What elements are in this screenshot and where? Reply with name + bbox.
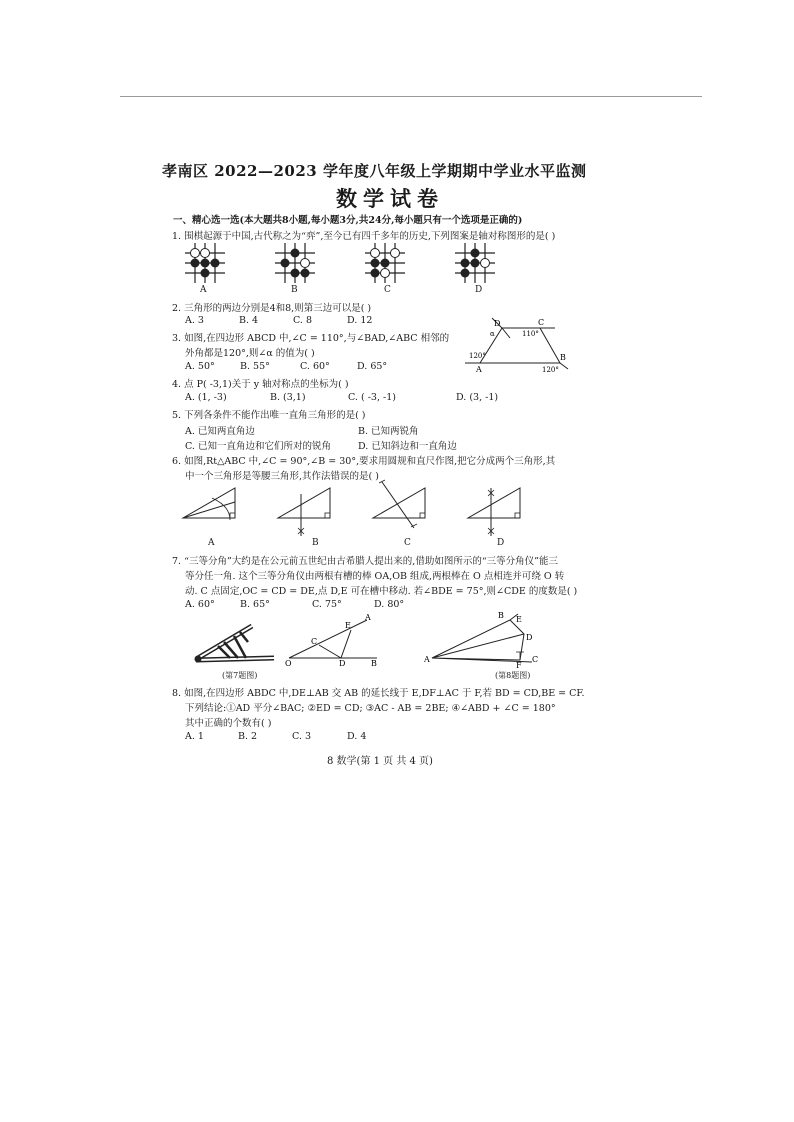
fig8-caption: (第8题图) <box>495 671 531 680</box>
q3-point-a: A <box>476 365 482 374</box>
q6-label-c: C <box>404 538 411 548</box>
fig7-point-a: A <box>365 613 371 622</box>
scan-top-line <box>120 96 702 97</box>
q6-label-d: D <box>497 538 505 548</box>
q3-point-c: C <box>538 318 545 327</box>
q4-option-c: C. ( -3, -1) <box>348 392 396 403</box>
q3-angle-c: 110° <box>522 330 539 338</box>
q6-label-b: B <box>312 538 319 548</box>
fig7-point-c: C <box>311 637 318 646</box>
question-6-stem-line1: 6. 如图,Rt△ABC 中,∠C = 90°,∠B = 30°,要求用圆规和直尺作图,把它分成两个三角形,其 <box>172 456 556 467</box>
fig8-point-b: B <box>498 611 504 620</box>
fig7-point-o: O <box>285 659 292 668</box>
fig8-point-d: D <box>526 633 533 642</box>
question-1-stem: 1. 围棋起源于中国,古代称之为“弈”,至今已有四千多年的历史,下列图案是轴对称图形的是( ) <box>172 231 556 242</box>
subject-title: 数学试卷 <box>336 186 444 211</box>
go-board-d-icon <box>455 243 495 283</box>
q1-go-figures <box>180 238 510 282</box>
fig8-point-f: F <box>516 661 522 670</box>
section-title: 一、精心选一选 <box>173 215 240 226</box>
section-note: (本大题共8小题,每小题3分,共24分,每小题只有一个选项是正确的) <box>239 215 523 226</box>
q3-alpha: α <box>490 330 495 338</box>
question-7-stem-line1: 7. “三等分角”大约是在公元前五世纪由古希腊人提出来的,借助如图所示的“三等分角仪”能三 <box>172 556 559 567</box>
q3-quadrilateral-figure <box>460 316 570 376</box>
fig7-point-b: B <box>371 659 377 668</box>
q2-option-c: C. 8 <box>293 315 313 326</box>
go-board-c-icon <box>365 243 405 283</box>
fig7-caption: (第7题图) <box>222 671 258 680</box>
q8-option-a: A. 1 <box>185 731 204 742</box>
q3-option-d: D. 65° <box>357 361 388 372</box>
fig7-point-d: D <box>339 659 346 668</box>
q7-option-a: A. 60° <box>185 599 215 610</box>
q5-option-c: C. 已知一直角边和它们所对的锐角 <box>185 441 331 452</box>
q3-angle-a: 120° <box>469 352 486 360</box>
q3-option-a: A. 50° <box>185 361 215 372</box>
question-4-stem: 4. 点 P( -3,1)关于 y 轴对称点的坐标为( ) <box>172 379 349 390</box>
q3-option-c: C. 60° <box>300 361 330 372</box>
page-footer: 8 数学(第 1 页 共 4 页) <box>327 756 433 767</box>
q7-option-b: B. 65° <box>240 599 270 610</box>
q5-option-b: B. 已知两锐角 <box>358 426 419 437</box>
question-7-stem-line3: 动. C 点固定,OC = CD = DE,点 D,E 可在槽中移动. 若∠BDE = 75°,则∠CDE 的度数是( ) <box>185 586 578 597</box>
q4-option-a: A. (1, -3) <box>185 392 227 403</box>
q1-label-a: A <box>200 285 207 295</box>
go-board-a-icon <box>185 243 225 283</box>
q6-triangle-c-icon <box>373 480 425 528</box>
q4-option-d: D. (3, -1) <box>456 392 499 403</box>
q1-label-c: C <box>384 285 391 295</box>
fig7-point-e: E <box>345 621 351 630</box>
question-3-stem-line2: 外角都是120°,则∠α 的值为( ) <box>185 348 315 359</box>
question-8-stem-line2: 下列结论:①AD 平分∠BAC; ②ED = CD; ③AC - AB = 2BE; ④∠ABD + ∠C = 180° <box>185 703 556 714</box>
q2-option-a: A. 3 <box>185 315 204 326</box>
q8-option-c: C. 3 <box>292 731 312 742</box>
q6-triangle-a-icon <box>183 488 235 520</box>
q3-angle-b: 120° <box>542 366 559 374</box>
q1-label-b: B <box>291 285 298 295</box>
q1-label-d: D <box>475 285 483 295</box>
fig8-point-c: C <box>532 655 539 664</box>
q7-option-c: C. 75° <box>312 599 342 610</box>
question-3-stem-line1: 3. 如图,在四边形 ABCD 中,∠C = 110°,与∠BAD,∠ABC 相邻的 <box>172 333 450 344</box>
fig8-point-a: A <box>424 655 430 664</box>
q6-triangle-b-icon <box>278 488 330 536</box>
go-board-b-icon <box>275 243 315 283</box>
q3-point-b: B <box>560 353 566 362</box>
section-heading <box>173 212 522 226</box>
q5-option-d: D. 已知斜边和一直角边 <box>358 441 457 452</box>
q6-triangle-figures <box>180 480 530 538</box>
question-6-stem-line2: 中一个三角形是等腰三角形,其作法错误的是( ) <box>185 471 379 482</box>
q2-option-b: B. 4 <box>239 315 259 326</box>
q7-option-d: D. 80° <box>374 599 405 610</box>
fig8-point-e: E <box>516 615 522 624</box>
question-2-stem: 2. 三角形的两边分别是4和8,则第三边可以是( ) <box>172 303 372 314</box>
question-5-stem: 5. 下列各条件不能作出唯一直角三角形的是( ) <box>172 410 366 421</box>
fig7-geometry <box>285 614 385 666</box>
q5-option-a: A. 已知两直角边 <box>185 426 255 437</box>
exam-title-line: 孝南区 2022—2023 学年度八年级上学期期中学业水平监测 <box>162 162 587 180</box>
q6-triangle-d-icon <box>468 488 520 536</box>
trisector-device-illustration <box>190 612 280 668</box>
q6-label-a: A <box>208 538 215 548</box>
question-7-stem-line2: 等分任一角. 这个三等分角仪由两根有槽的棒 OA,OB 组成,两根棒在 O 点相连并可绕 O 转 <box>185 571 565 582</box>
fig8-geometry <box>424 612 554 670</box>
question-8-stem-line3: 其中正确的个数有( ) <box>185 718 272 729</box>
question-8-stem-line1: 8. 如图,在四边形 ABDC 中,DE⊥AB 交 AB 的延长线于 E,DF⊥AC 于 F,若 BD = CD,BE = CF. <box>172 688 585 699</box>
q4-option-b: B. (3,1) <box>270 392 306 403</box>
q3-option-b: B. 55° <box>240 361 270 372</box>
q8-option-d: D. 4 <box>347 731 367 742</box>
q8-option-b: B. 2 <box>238 731 258 742</box>
q2-option-d: D. 12 <box>347 315 373 326</box>
q3-point-d: D <box>494 319 501 328</box>
